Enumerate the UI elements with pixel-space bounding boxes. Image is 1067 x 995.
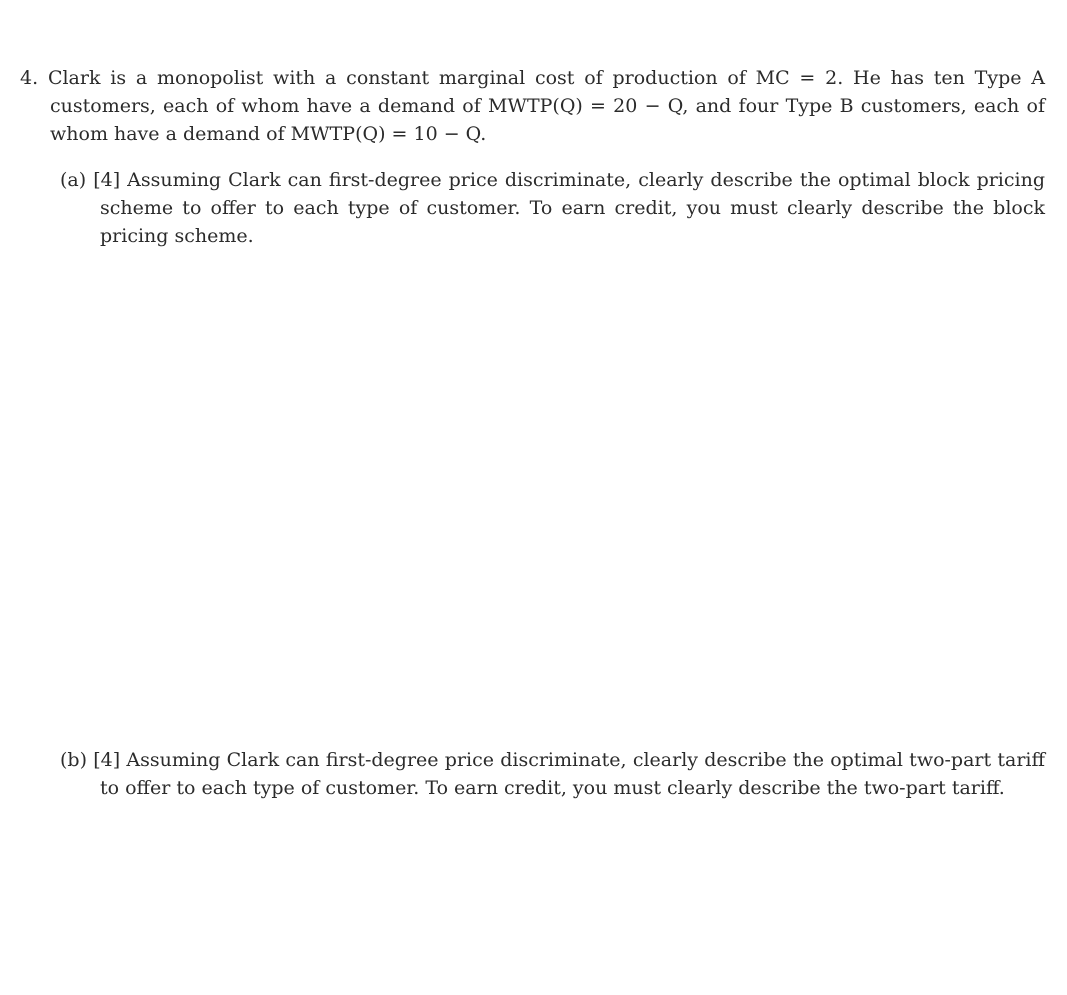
part-b <box>60 746 1045 802</box>
problem-statement <box>20 64 1045 148</box>
part-a-label: (a) <box>60 169 87 191</box>
answer-space-b <box>60 840 1045 980</box>
part-b-label: (b) <box>60 749 87 771</box>
part-a-text: Assuming Clark can first-degree price discriminate, clearly describe the optimal block pricing scheme to offer to each type of customer. To earn credit, you must clearly describe the block pricing scheme. <box>100 169 1046 247</box>
part-a-statement <box>60 166 1045 250</box>
problem-4 <box>20 64 1045 148</box>
part-b-text: Assuming Clark can first-degree price discriminate, clearly describe the optimal two-part tariff to offer to each type of customer. To earn credit, you must clearly describe the two-part tariff. <box>100 749 1046 799</box>
problem-text: Clark is a monopolist with a constant marginal cost of production of MC = 2. He has ten Type A customers, each of whom have a demand of MWTP(Q) = 20 − Q, and four Type B customers, each of whom have a demand of MWTP(Q) = 10 − Q. <box>47 67 1045 145</box>
problem-number: 4. <box>20 67 39 89</box>
part-b-statement <box>60 746 1045 802</box>
part-a <box>60 166 1045 250</box>
part-a-points: [4] <box>93 169 121 191</box>
answer-space-a <box>60 260 1045 730</box>
part-b-points: [4] <box>93 749 121 771</box>
